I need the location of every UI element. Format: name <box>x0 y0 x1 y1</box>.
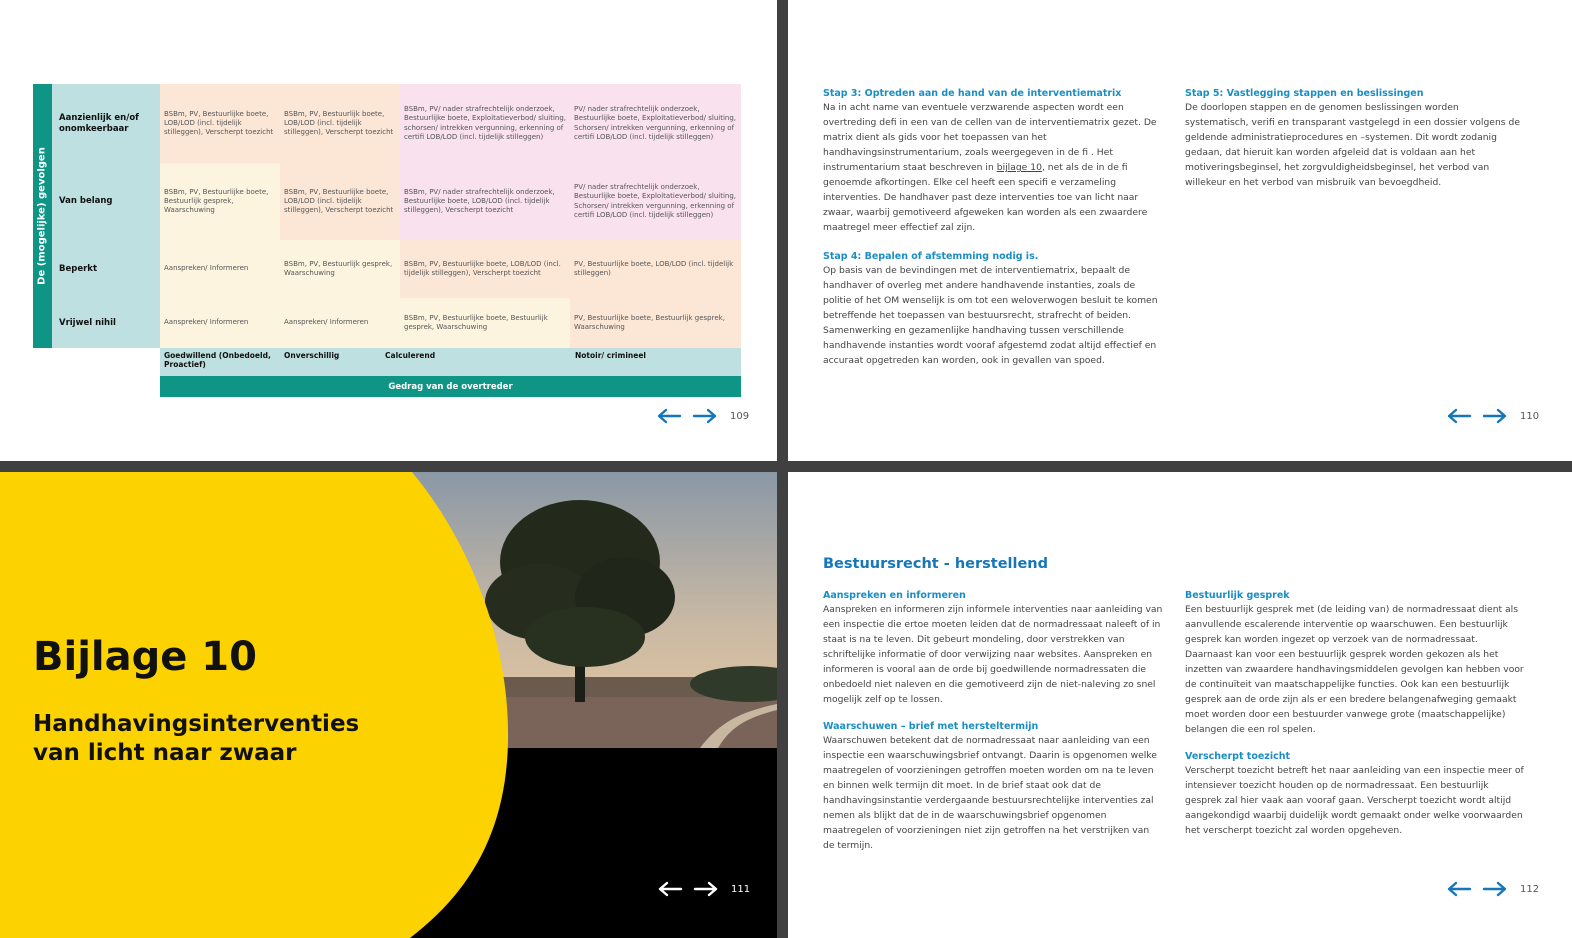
chapter-subtitle-line-2: van licht naar zwaar <box>33 740 297 766</box>
arrow-right-icon[interactable] <box>1482 881 1508 897</box>
chapter-subtitle <box>33 710 359 768</box>
behaviour-axis-label: Gedrag van de overtreder <box>388 381 513 392</box>
column-label-3: Calculerend <box>385 351 436 360</box>
section-heading: Bestuurlijk gesprek <box>1185 590 1290 601</box>
matrix-cell: PV, Bestuurlijke boete, Bestuurlijk gesprek, Waarschuwing <box>570 298 741 348</box>
stap4-body: Op basis van de bevindingen met de interventiematrix, bepaalt de handhaver of overleg met andere handhavende instanties, zoals de politie of het OM wenselijk is om tot een weloverwogen besluit te komen betreffende het toepassen van bestuursrecht, strafrecht of beiden. Samenwerking en gezamenlijke handhaving tussen verschillende handhavende instanties wordt vooraf afgestemd zodat altijd effectief en accuraat opgetreden kan worden, ook in gevallen van spoed. <box>823 265 1158 366</box>
page-number: 110 <box>1520 410 1540 422</box>
arrow-left-icon[interactable] <box>1446 881 1472 897</box>
matrix-cell: Aanspreken/ Informeren <box>160 298 280 348</box>
section-heading: Verscherpt toezicht <box>1185 751 1291 762</box>
matrix-cell: BSBm, PV, Bestuurlijk boete, LOB/LOD (incl. tijdelijk stilleggen), Verscherpt toezicht <box>280 84 400 163</box>
arrow-right-icon[interactable] <box>693 881 719 897</box>
matrix-cell: PV, Bestuurlijke boete, LOB/LOD (incl. tijdelijk stilleggen) <box>570 240 741 298</box>
consequences-axis-bar <box>33 84 52 348</box>
page-number: 112 <box>1520 883 1540 895</box>
right-column <box>1185 590 1525 838</box>
matrix-cell: PV/ nader strafrechtelijk onderzoek, Bestuurlijke boete, Exploitatieverbod/ sluiting, Schorsen/ intrekken vergunning, erkenning of certifi LOB/LOD (incl. tijdelijk stilleggen) <box>570 163 741 240</box>
page-111 <box>0 472 777 938</box>
page-nav <box>1446 881 1539 897</box>
yellow-shape <box>0 472 777 938</box>
column-label-1: Goedwillend (Onbedoeld, Proactief) <box>164 351 271 370</box>
left-column <box>823 590 1163 853</box>
page-nav <box>656 408 749 424</box>
column-label-2: Onverschillig <box>284 351 340 360</box>
matrix-cell: Aanspreken/ Informeren <box>160 240 280 298</box>
arrow-left-icon[interactable] <box>1446 408 1472 424</box>
section-heading: Waarschuwen – brief met hersteltermijn <box>823 721 1039 732</box>
stap5-body: De doorlopen stappen en de genomen beslissingen worden systematisch, verifi en transparant vastgelegd in een dossier volgens de geldende administratieprocedures en –systemen. Dit wordt zodanig gedaan, dat hieruit kan worden afgeleid dat is voldaan aan het motiveringsbeginsel, het zorgvuldigheidsbeginsel, het verbod van willekeur en het verbod van misbruik van bevoegdheid. <box>1185 102 1520 188</box>
behaviour-axis-bar <box>160 376 741 397</box>
matrix-cell: Aanspreken/ Informeren <box>280 298 400 348</box>
page-number: 109 <box>730 410 750 422</box>
arrow-right-icon[interactable] <box>1482 408 1508 424</box>
matrix-cell: BSBm, PV, Bestuurlijke boete, LOB/LOD (incl. tijdelijk stilleggen), Verscherpt toezicht <box>280 163 400 240</box>
page-109 <box>0 0 777 461</box>
matrix-cell: BSBm, PV, Bestuurlijke boete, Bestuurlijk gesprek, Waarschuwing <box>400 298 570 348</box>
row-label-4: Vrijwel nihil <box>52 298 160 348</box>
stap4-heading: Stap 4: Bepalen of afstemming nodig is. <box>823 251 1039 262</box>
chapter-subtitle-line-1: Handhavingsinterventies <box>33 711 360 737</box>
matrix-cell: BSBm, PV, Bestuurlijke boete, LOB/LOD (incl. tijdelijk stilleggen), Verscherpt toezicht <box>160 84 280 163</box>
matrix-cell: BSBm, PV/ nader strafrechtelijk onderzoek, Bestuurlijke boete, LOB/LOD (incl. tijdelijk stilleggen), Verscherpt toezicht <box>400 163 570 240</box>
row-label-1: Aanzienlijk en/of onomkeerbaar <box>52 84 160 163</box>
column-labels <box>160 348 741 376</box>
bijlage-link[interactable]: bijlage 10 <box>996 162 1042 173</box>
row-label-2: Van belang <box>52 163 160 240</box>
matrix-cell: BSBm, PV, Bestuurlijke boete, LOB/LOD (incl. tijdelijk stilleggen), Verscherpt toezicht <box>400 240 570 298</box>
page-title: Bestuursrecht - herstellend <box>823 556 1049 572</box>
matrix-cell: BSBm, PV, Bestuurlijk gesprek, Waarschuwing <box>280 240 400 298</box>
arrow-right-icon[interactable] <box>692 408 718 424</box>
section-body: Een bestuurlijk gesprek met (de leiding van) de normadressaat dient als aanvullende escalerende interventie op waarschuwen. Een bestuurlijk gesprek kan worden ingezet op verzoek van de normadressaat. Daarnaast kan voor een bestuurlijk gesprek worden gekozen als het inzetten van zwaardere handhavingsmiddelen gevolgen kan hebben voor de continuïteit van maatschappelijke functies. Ook kan een bestuurlijk gesprek aan de orde zijn als er een bredere belangenafweging gemaakt moet worden door een bestuurder vanwege grote (maatschappelijke) belangen die een rol spelen. <box>1185 604 1524 735</box>
page-nav <box>657 881 750 897</box>
right-column <box>1185 88 1525 190</box>
stap3-text-b: , net als de in de fi genoemde afkortingen. Elke cel heeft een specifi e verzameling interventies. De handhaver past deze interventies toe van licht naar zwaar, waarbij gemotiveerd afgeweken kan worden als een zwaardere maatregel meer effectief zal zijn. <box>823 162 1148 233</box>
matrix-cell: BSBm, PV/ nader strafrechtelijk onderzoek, Bestuurlijke boete, Exploitatieverbod/ sluiting, schorsen/ intrekken vergunning, erkenning of certifi LOB/LOD (incl. tijdelijk stilleggen) <box>400 84 570 163</box>
row-label-3: Beperkt <box>52 240 160 298</box>
section-body: Waarschuwen betekent dat de normadressaat naar aanleiding van een inspectie een waarschuwingsbrief ontvangt. Daarin is opgenomen welke maatregelen of voorzieningen getroffen moeten worden om na te leven en binnen welk termijn dit moet. In de brief staat ook dat de handhavingsinstantie verdergaande bestuursrechtelijke interventies zal nemen als blijkt dat de in de waarschuwingsbrief opgenomen maatregelen of voorzieningen niet zijn getroffen na het verstrijken van de termijn. <box>823 735 1157 851</box>
page-112 <box>788 472 1572 938</box>
matrix-cell: BSBm, PV, Bestuurlijke boete, Bestuurlijk gesprek, Waarschuwing <box>160 163 280 240</box>
stap3-text-a: Na in acht name van eventuele verzwarende aspecten wordt een overtreding defi in een van de cellen van de interventiematrix gezet. De matrix dient als gids voor het toepassen van het handhavingsinstrumentarium, zoals weergegeven in de fi . Het instrumentarium staat beschreven in <box>823 102 1157 173</box>
column-label-4: Notoir/ crimineel <box>575 351 646 360</box>
matrix-cell: PV/ nader strafrechtelijk onderzoek, Bestuurlijke boete, Exploitatieverbod/ sluiting, Schorsen/ intrekken vergunning, erkenning of certifi LOB/LOD (incl. tijdelijk stilleggen) <box>570 84 741 163</box>
left-column <box>823 88 1163 368</box>
consequences-axis-label: De (mogelijke) gevolgen <box>36 147 48 285</box>
arrow-left-icon[interactable] <box>657 881 683 897</box>
section-heading: Aanspreken en informeren <box>823 590 966 601</box>
stap3-body <box>823 100 1163 235</box>
page-nav <box>1446 408 1539 424</box>
page-110 <box>788 0 1572 461</box>
arrow-left-icon[interactable] <box>656 408 682 424</box>
chapter-title: Bijlage 10 <box>33 634 257 680</box>
stap3-heading: Stap 3: Optreden aan de hand van de interventiematrix <box>823 88 1122 99</box>
section-body: Verscherpt toezicht betreft het naar aanleiding van een inspectie meer of intensiever toezicht houden op de normadressaat. Een bestuurlijk gesprek zal hier vaak aan vooraf gaan. Verscherpt toezicht wordt altijd aangekondigd waarbij duidelijk wordt gemaakt onder welke voorwaarden het verscherpt toezicht zal worden opgeheven. <box>1185 765 1524 836</box>
page-number: 111 <box>731 883 751 895</box>
section-body: Aanspreken en informeren zijn informele interventies naar aanleiding van een inspectie die ertoe moeten leiden dat de normadressaat naleeft of in staat is na te leven. Dit gebeurt mondeling, door verstrekken van schriftelijke informatie of door verwijzing naar websites. Aanspreken en informeren is vooral aan de orde bij goedwillende normadressaten die onbedoeld niet naleven en die gemotiveerd zijn de niet-naleving zo snel mogelijk zelf op te lossen. <box>823 604 1163 705</box>
stap5-heading: Stap 5: Vastlegging stappen en beslissingen <box>1185 88 1424 99</box>
